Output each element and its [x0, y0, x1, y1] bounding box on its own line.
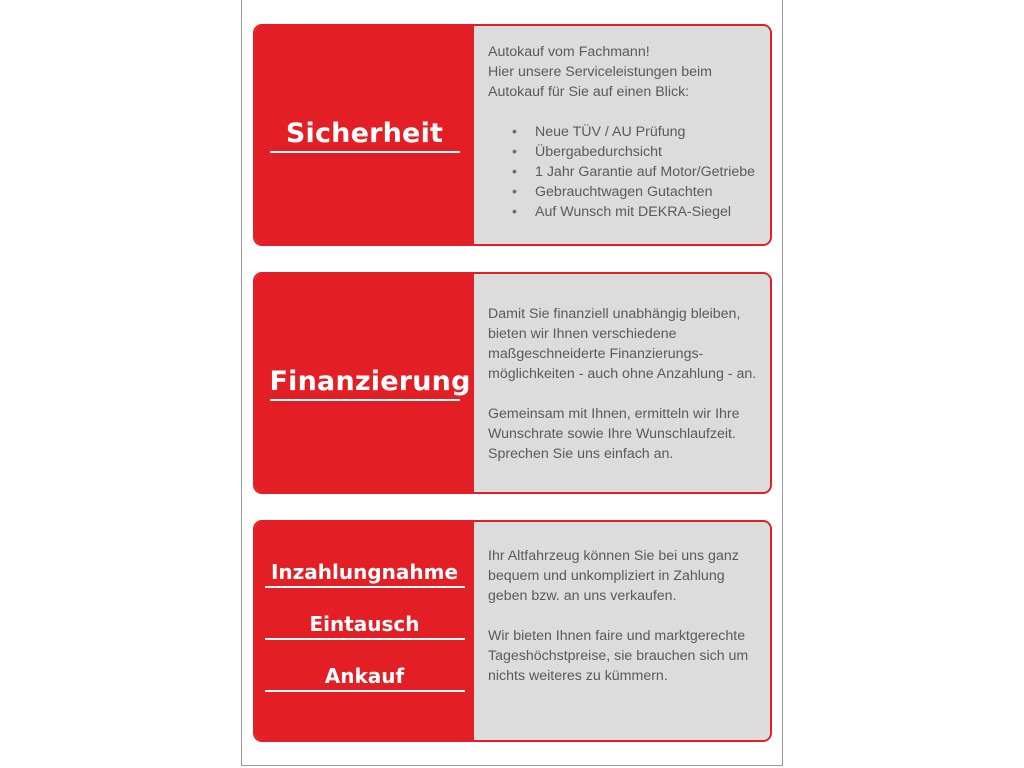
list-item: • Übergabedurchsicht — [512, 142, 762, 162]
paragraph: Wir bieten Ihnen faire und marktgerechte Tageshöchstpreise, sie brauchen sich um nichts weiteres zu kümmern. — [488, 628, 749, 684]
paragraph: Gemeinsam mit Ihnen, ermitteln wir Ihre Wunschrate sowie Ihre Wunschlaufzeit. Sprechen Sie uns einfach an. — [488, 406, 740, 462]
paragraph: Ihr Altfahrzeug können Sie bei uns ganz bequem und unkompliziert in Zahlung geben bzw. an uns verkaufen. — [488, 548, 739, 604]
card-sicherheit — [253, 24, 772, 246]
card-text-panel — [474, 274, 770, 492]
paragraph: Damit Sie finanziell unabhängig bleiben, bieten wir Ihnen verschiedene maßgeschneiderte Finanzierungs- möglichkeiten - auch ohne Anzahlung - an. — [488, 306, 757, 382]
card-label-panel — [255, 26, 474, 244]
list-item: • Neue TÜV / AU Prüfung — [512, 122, 762, 142]
card-finanzierung — [253, 272, 772, 494]
card-inzahlungnahme — [253, 520, 772, 742]
heading-inzahlungnahme: Inzahlungnahme — [265, 560, 465, 588]
card-text-panel — [474, 522, 770, 740]
heading-sicherheit: Sicherheit — [270, 118, 460, 153]
heading-ankauf: Ankauf — [265, 664, 465, 692]
list-item: • Gebrauchtwagen Gutachten — [512, 182, 762, 202]
intro-text: Autokauf vom Fachmann! Hier unsere Serviceleistungen beim Autokauf für Sie auf einen Blick: — [488, 44, 712, 100]
heading-eintausch: Eintausch — [265, 612, 465, 640]
heading-finanzierung: Finanzierung — [270, 366, 460, 401]
list-item: • 1 Jahr Garantie auf Motor/Getriebe — [512, 162, 762, 182]
card-label-panel — [255, 274, 474, 492]
card-label-panel — [255, 522, 474, 740]
service-list — [488, 122, 762, 222]
list-item: • Auf Wunsch mit DEKRA-Siegel — [512, 202, 762, 222]
card-text-panel — [474, 26, 770, 244]
